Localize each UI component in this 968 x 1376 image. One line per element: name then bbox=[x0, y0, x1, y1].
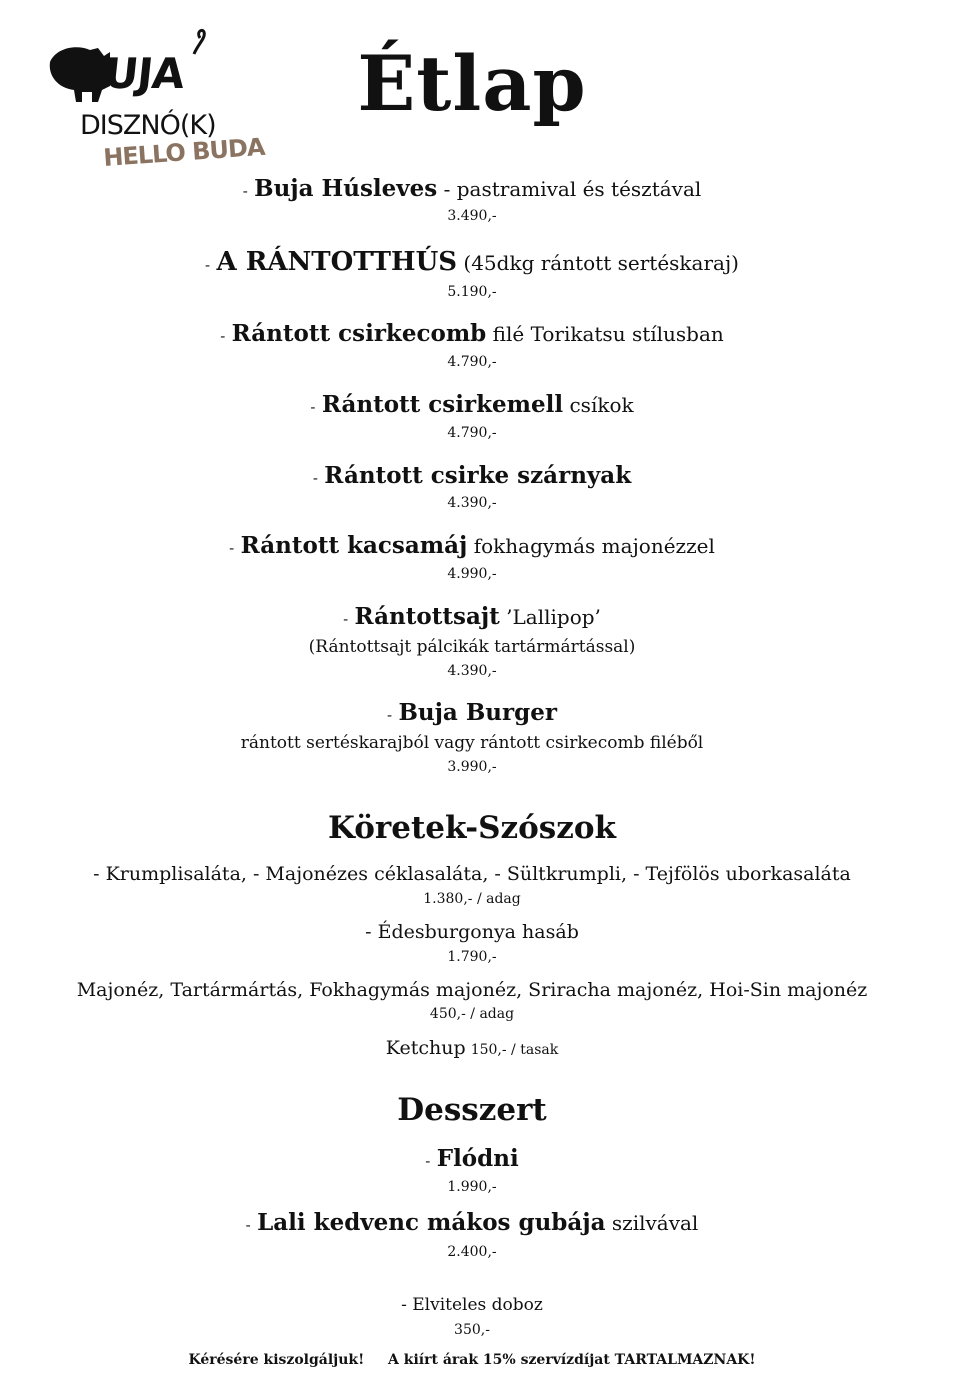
sides-sweet-potato-price: 1.790,- bbox=[447, 949, 497, 965]
item-desc: fokhagymás majonézzel bbox=[473, 534, 715, 558]
item-subtitle: (Rántottsajt pálcikák tartármártással) bbox=[308, 637, 636, 657]
menu-item bbox=[0, 248, 944, 279]
sides-salads: - Krumplisaláta, - Majonézes céklasaláta, - Sültkrumpli, - Tejfölös uborkasaláta bbox=[93, 863, 851, 885]
item-price: 3.990,- bbox=[447, 759, 497, 775]
footer-left: Kérésére kiszolgáljuk! bbox=[188, 1352, 365, 1368]
menu-item bbox=[0, 532, 944, 562]
item-dash: - bbox=[205, 256, 211, 274]
menu-item bbox=[0, 320, 944, 350]
menu-item bbox=[0, 699, 944, 729]
item-subtitle: rántott sertéskarajból vagy rántott csirkecomb filéből bbox=[240, 733, 704, 753]
item-dash: - bbox=[425, 1152, 431, 1170]
menu-item bbox=[0, 462, 944, 492]
section-heading-dessert: Desszert bbox=[397, 1092, 547, 1128]
item-price: 4.790,- bbox=[447, 425, 497, 441]
item-price: 3.490,- bbox=[447, 208, 497, 224]
menu-item bbox=[0, 603, 944, 633]
sides-sauces: Majonéz, Tartármártás, Fokhagymás majonéz, Sriracha majonéz, Hoi-Sin majonéz bbox=[76, 979, 868, 1001]
logo-line3: HELLO BUDA bbox=[102, 132, 266, 172]
item-dash: - bbox=[242, 182, 248, 200]
item-dash: - bbox=[229, 539, 235, 557]
ketchup-label: Ketchup bbox=[385, 1037, 466, 1059]
item-name: Rántott csirke szárnyak bbox=[324, 462, 632, 489]
sides-sweet-potato: - Édesburgonya hasáb bbox=[365, 921, 579, 943]
item-price: 4.790,- bbox=[447, 354, 497, 370]
section-heading-sides: Köretek-Szószok bbox=[327, 810, 616, 846]
item-name: Flódni bbox=[436, 1145, 519, 1172]
item-name: Rántott csirkecomb bbox=[231, 320, 487, 347]
sides-sauces-price: 450,- / adag bbox=[429, 1006, 515, 1022]
menu-item bbox=[0, 175, 944, 205]
item-name: Buja Burger bbox=[398, 699, 557, 726]
takeaway-box: - Elviteles doboz bbox=[401, 1295, 543, 1315]
item-price: 1.990,- bbox=[447, 1179, 497, 1195]
item-desc: ’Lallipop’ bbox=[506, 605, 601, 629]
item-price: 4.990,- bbox=[447, 566, 497, 582]
item-desc: szilvával bbox=[611, 1211, 699, 1235]
item-price: 2.400,- bbox=[447, 1244, 497, 1260]
item-dash: - bbox=[312, 469, 318, 487]
item-dash: - bbox=[387, 706, 393, 724]
takeaway-price: 350,- bbox=[454, 1322, 490, 1338]
item-name: Rántott kacsamáj bbox=[240, 532, 468, 559]
item-price: 5.190,- bbox=[447, 284, 497, 300]
item-name: Rántott csirkemell bbox=[321, 391, 564, 418]
item-name: Rántottsajt bbox=[354, 603, 500, 630]
item-dash: - bbox=[310, 398, 316, 416]
footer-note bbox=[0, 1350, 944, 1370]
menu-item bbox=[0, 1209, 944, 1239]
menu-item bbox=[0, 1145, 944, 1175]
logo-brand: BUJA bbox=[70, 49, 187, 98]
menu-item bbox=[0, 391, 944, 421]
item-price: 4.390,- bbox=[447, 495, 497, 511]
item-dash: - bbox=[220, 327, 226, 345]
ketchup-price: 150,- / tasak bbox=[470, 1042, 559, 1058]
item-dash: - bbox=[245, 1216, 251, 1234]
item-dash: - bbox=[343, 610, 349, 628]
item-desc: csíkok bbox=[569, 393, 634, 417]
sides-ketchup bbox=[0, 1035, 944, 1061]
item-desc: (45dkg rántott sertéskaraj) bbox=[463, 251, 739, 275]
item-price: 4.390,- bbox=[447, 663, 497, 679]
logo-line2: DISZNÓ(K) bbox=[80, 110, 216, 141]
item-desc: - pastramival és tésztával bbox=[443, 177, 702, 201]
item-name: A RÁNTOTTHÚS bbox=[216, 247, 458, 277]
item-name: Buja Húsleves bbox=[254, 175, 438, 202]
page-title: Étlap bbox=[357, 39, 587, 128]
item-name: Lali kedvenc mákos gubája bbox=[257, 1209, 606, 1236]
footer-right: A kiírt árak 15% szervízdíjat TARTALMAZNAK! bbox=[388, 1352, 756, 1368]
sides-salads-price: 1.380,- / adag bbox=[423, 891, 521, 907]
item-desc: filé Torikatsu stílusban bbox=[492, 322, 724, 346]
